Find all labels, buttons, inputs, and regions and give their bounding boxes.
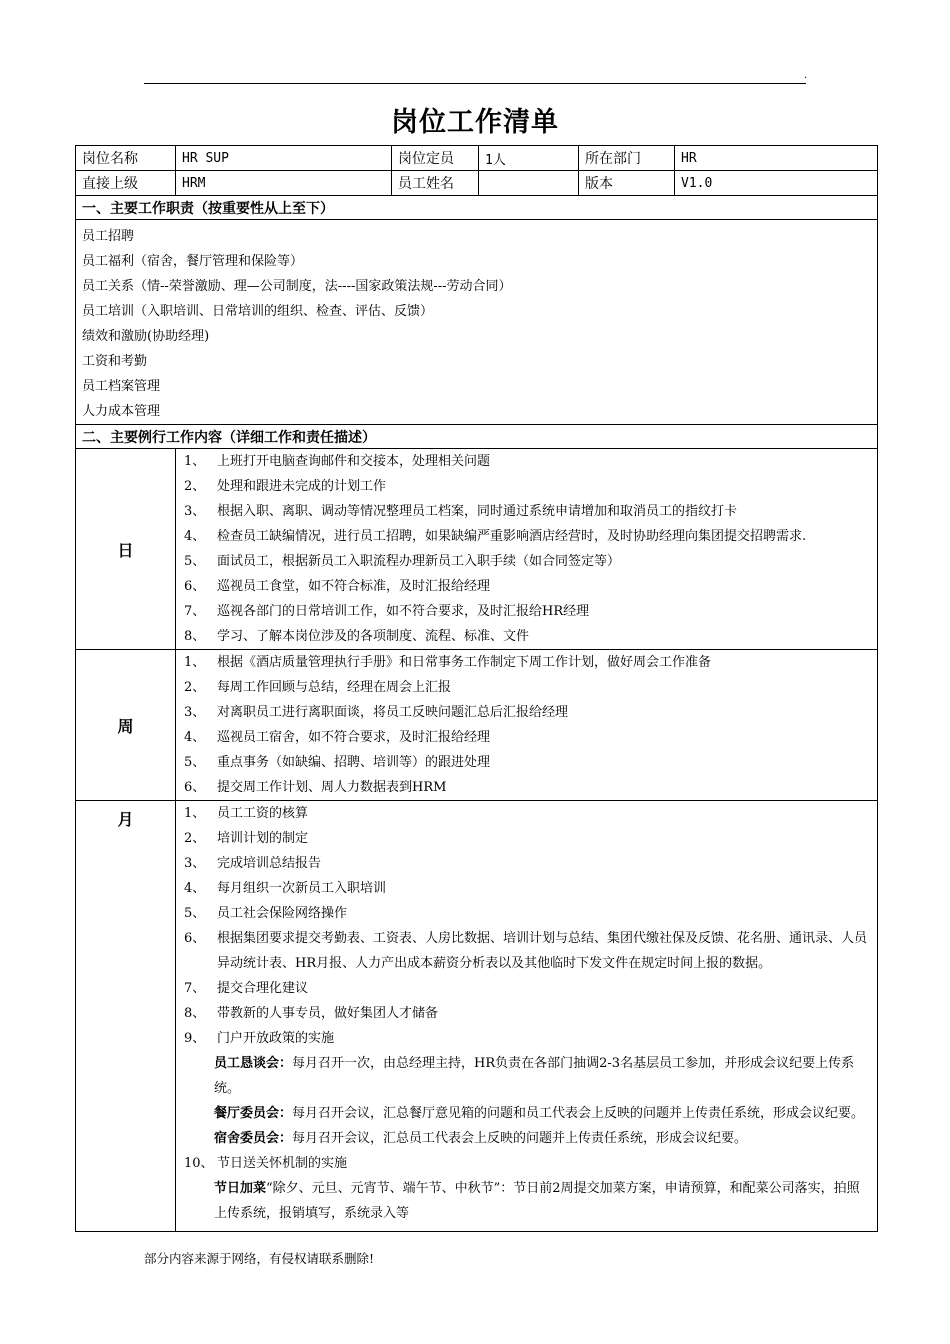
weekly-items [176,650,878,801]
list-item [184,574,871,599]
list-item [184,1001,871,1026]
headcount-label: 岗位定员 [392,146,479,171]
item-text: 上班打开电脑查询邮件和交接本，处理相关问题 [217,454,491,469]
list-item [184,750,871,775]
list-item [184,901,871,926]
item-text: 门户开放政策的实施 [217,1031,335,1046]
duty-item: 员工关系（情--荣誉激励、理—公司制度，法----国家政策法规---劳动合同） [82,279,512,294]
department-value: HR [675,146,878,171]
list-item [184,926,871,976]
item-text: 巡视员工食堂，如不符合标准，及时汇报给经理 [217,579,491,594]
list-item [184,650,871,675]
daily-items [176,449,878,650]
list-item [184,700,871,725]
item-text: 根据集团要求提交考勤表、工资表、人房比数据、培训计划与总结、集团代缴社保及反馈、花名册、通讯录、人员异动统计表、HR月报、人力产出成本薪资分析表以及其他临时下发文件在规定时间上报的数据。 [217,931,868,971]
position-name-value: HR SUP [176,146,392,171]
employee-name-value [479,171,579,196]
item-text: 面试员工，根据新员工入职流程办理新员工入职手续（如合同签定等） [217,554,621,569]
item-text: 学习、了解本岗位涉及的各项制度、流程、标准、文件 [217,629,530,644]
item-number: 6、 [184,579,206,594]
version-value: V1.0 [675,171,878,196]
version-label: 版本 [579,171,675,196]
item-number: 1、 [184,806,206,821]
item-number: 3、 [184,856,206,871]
item-text: 重点事务（如缺编、招聘、培训等）的跟进处理 [217,755,491,770]
job-task-table [75,145,878,1232]
sub-item-title: 员工恳谈会： [214,1056,293,1071]
item-number: 1、 [184,454,206,469]
list-item [184,976,871,1001]
item-text: 根据入职、离职、调动等情况整理员工档案，同时通过系统申请增加和取消员工的指纹打卡 [217,504,738,519]
duty-item: 员工招聘 [82,229,135,244]
list-item [184,876,871,901]
item-number: 4、 [184,730,206,745]
sub-item-dormitory-committee [184,1126,871,1151]
sub-item-text: 每月召开一次，由总经理主持，HR负责在各部门抽调2-3名基层员工参加，并形成会议纪要上传系统。 [214,1056,855,1096]
item-number: 8、 [184,1006,206,1021]
item-text: 节日送关怀机制的实施 [217,1156,348,1171]
item-number: 4、 [184,881,206,896]
supervisor-label: 直接上级 [76,171,176,196]
list-item [184,725,871,750]
item-number: 5、 [184,755,206,770]
list-item [184,624,871,649]
section1-heading-row [76,196,878,220]
section2-heading-row [76,425,878,449]
duty-item: 工资和考勤 [82,354,148,369]
item-text: 根据《酒店质量管理执行手册》和日常事务工作制定下周工作计划，做好周会工作准备 [217,655,712,670]
header-dot: . [804,70,808,81]
footer-note: 部分内容来源于网络，有侵权请联系删除! [144,1251,375,1266]
item-number: 6、 [184,780,206,795]
item-text: 巡视员工宿舍，如不符合要求，及时汇报给经理 [217,730,491,745]
item-number: 5、 [184,906,206,921]
department-label: 所在部门 [579,146,675,171]
monthly-items [176,801,878,1232]
item-number: 3、 [184,705,206,720]
item-number: 7、 [184,981,206,996]
sub-item-text: 每月召开会议，汇总员工代表会上反映的问题并上传责任系统，形成会议纪要。 [292,1131,748,1146]
item-number: 1、 [184,655,206,670]
list-item [184,801,871,826]
item-number: 10、 [184,1156,214,1171]
duty-item: 人力成本管理 [82,404,161,419]
sub-item-text: “除夕、元旦、元宵节、端午节、中秋节”：节日前2周提交加菜方案，申请预算，和配菜公司落实，拍照上传系统，报销填写，系统录入等 [214,1181,860,1221]
duty-item: 员工福利（宿舍，餐厅管理和保险等） [82,254,304,269]
item-text: 提交合理化建议 [217,981,309,996]
duty-item: 绩效和激励(协助经理) [82,329,210,344]
section1-heading: 一、主要工作职责（按重要性从上至下） [76,196,878,220]
sub-item-canteen-committee [184,1101,871,1126]
list-item [184,549,871,574]
weekly-label: 周 [76,650,176,801]
item-text: 对离职员工进行离职面谈，将员工反映问题汇总后汇报给经理 [217,705,569,720]
header-rule [144,83,806,84]
item-text: 每周工作回顾与总结，经理在周会上汇报 [217,680,452,695]
item-text: 提交周工作计划、周人力数据表到HRM [217,780,447,795]
weekly-row [76,650,878,801]
list-item [184,675,871,700]
list-item [184,775,871,800]
item-text: 员工工资的核算 [217,806,309,821]
sub-item-title: 宿舍委员会： [214,1131,293,1146]
sub-item-title: 餐厅委员会： [214,1106,293,1121]
daily-row [76,449,878,650]
page-title: 岗位工作清单 [391,107,559,138]
list-item [184,524,871,549]
sub-item-text: 每月召开会议，汇总餐厅意见箱的问题和员工代表会上反映的问题并上传责任系统，形成会议纪要。 [292,1106,865,1121]
info-row-2 [76,171,878,196]
item-number: 2、 [184,831,206,846]
daily-label: 日 [76,449,176,650]
item-text: 处理和跟进未完成的计划工作 [217,479,387,494]
item-text: 检查员工缺编情况，进行员工招聘，如果缺编严重影响酒店经营时，及时协助经理向集团提交招聘需求. [217,529,807,544]
sub-item-holiday-meal [184,1176,871,1226]
duties-list [76,220,878,425]
item-number: 5、 [184,554,206,569]
list-item [184,826,871,851]
employee-name-label: 员工姓名 [392,171,479,196]
list-item [184,599,871,624]
headcount-value: 1人 [479,146,579,171]
list-item [184,1026,871,1051]
item-number: 6、 [184,931,206,946]
item-number: 2、 [184,479,206,494]
item-text: 培训计划的制定 [217,831,309,846]
list-item [184,499,871,524]
section2-heading: 二、主要例行工作内容（详细工作和责任描述） [76,425,878,449]
monthly-row [76,801,878,1232]
item-number: 4、 [184,529,206,544]
item-text: 员工社会保险网络操作 [217,906,348,921]
item-number: 8、 [184,629,206,644]
list-item [184,1151,871,1176]
item-text: 巡视各部门的日常培训工作，如不符合要求，及时汇报给HR经理 [217,604,590,619]
item-number: 2、 [184,680,206,695]
item-number: 9、 [184,1031,206,1046]
list-item [184,474,871,499]
list-item [184,851,871,876]
supervisor-value: HRM [176,171,392,196]
item-number: 3、 [184,504,206,519]
section1-duties-row [76,220,878,425]
duty-item: 员工档案管理 [82,379,161,394]
item-text: 完成培训总结报告 [217,856,322,871]
info-row-1 [76,146,878,171]
monthly-label: 月 [76,801,176,1232]
sub-item-title: 节日加菜 [214,1181,267,1196]
item-text: 带教新的人事专员，做好集团人才储备 [217,1006,439,1021]
item-text: 每月组织一次新员工入职培训 [217,881,387,896]
position-name-label: 岗位名称 [76,146,176,171]
item-number: 7、 [184,604,206,619]
sub-item-employee-forum [184,1051,871,1101]
list-item [184,449,871,474]
duty-item: 员工培训（入职培训、日常培训的组织、检查、评估、反馈） [82,304,434,319]
